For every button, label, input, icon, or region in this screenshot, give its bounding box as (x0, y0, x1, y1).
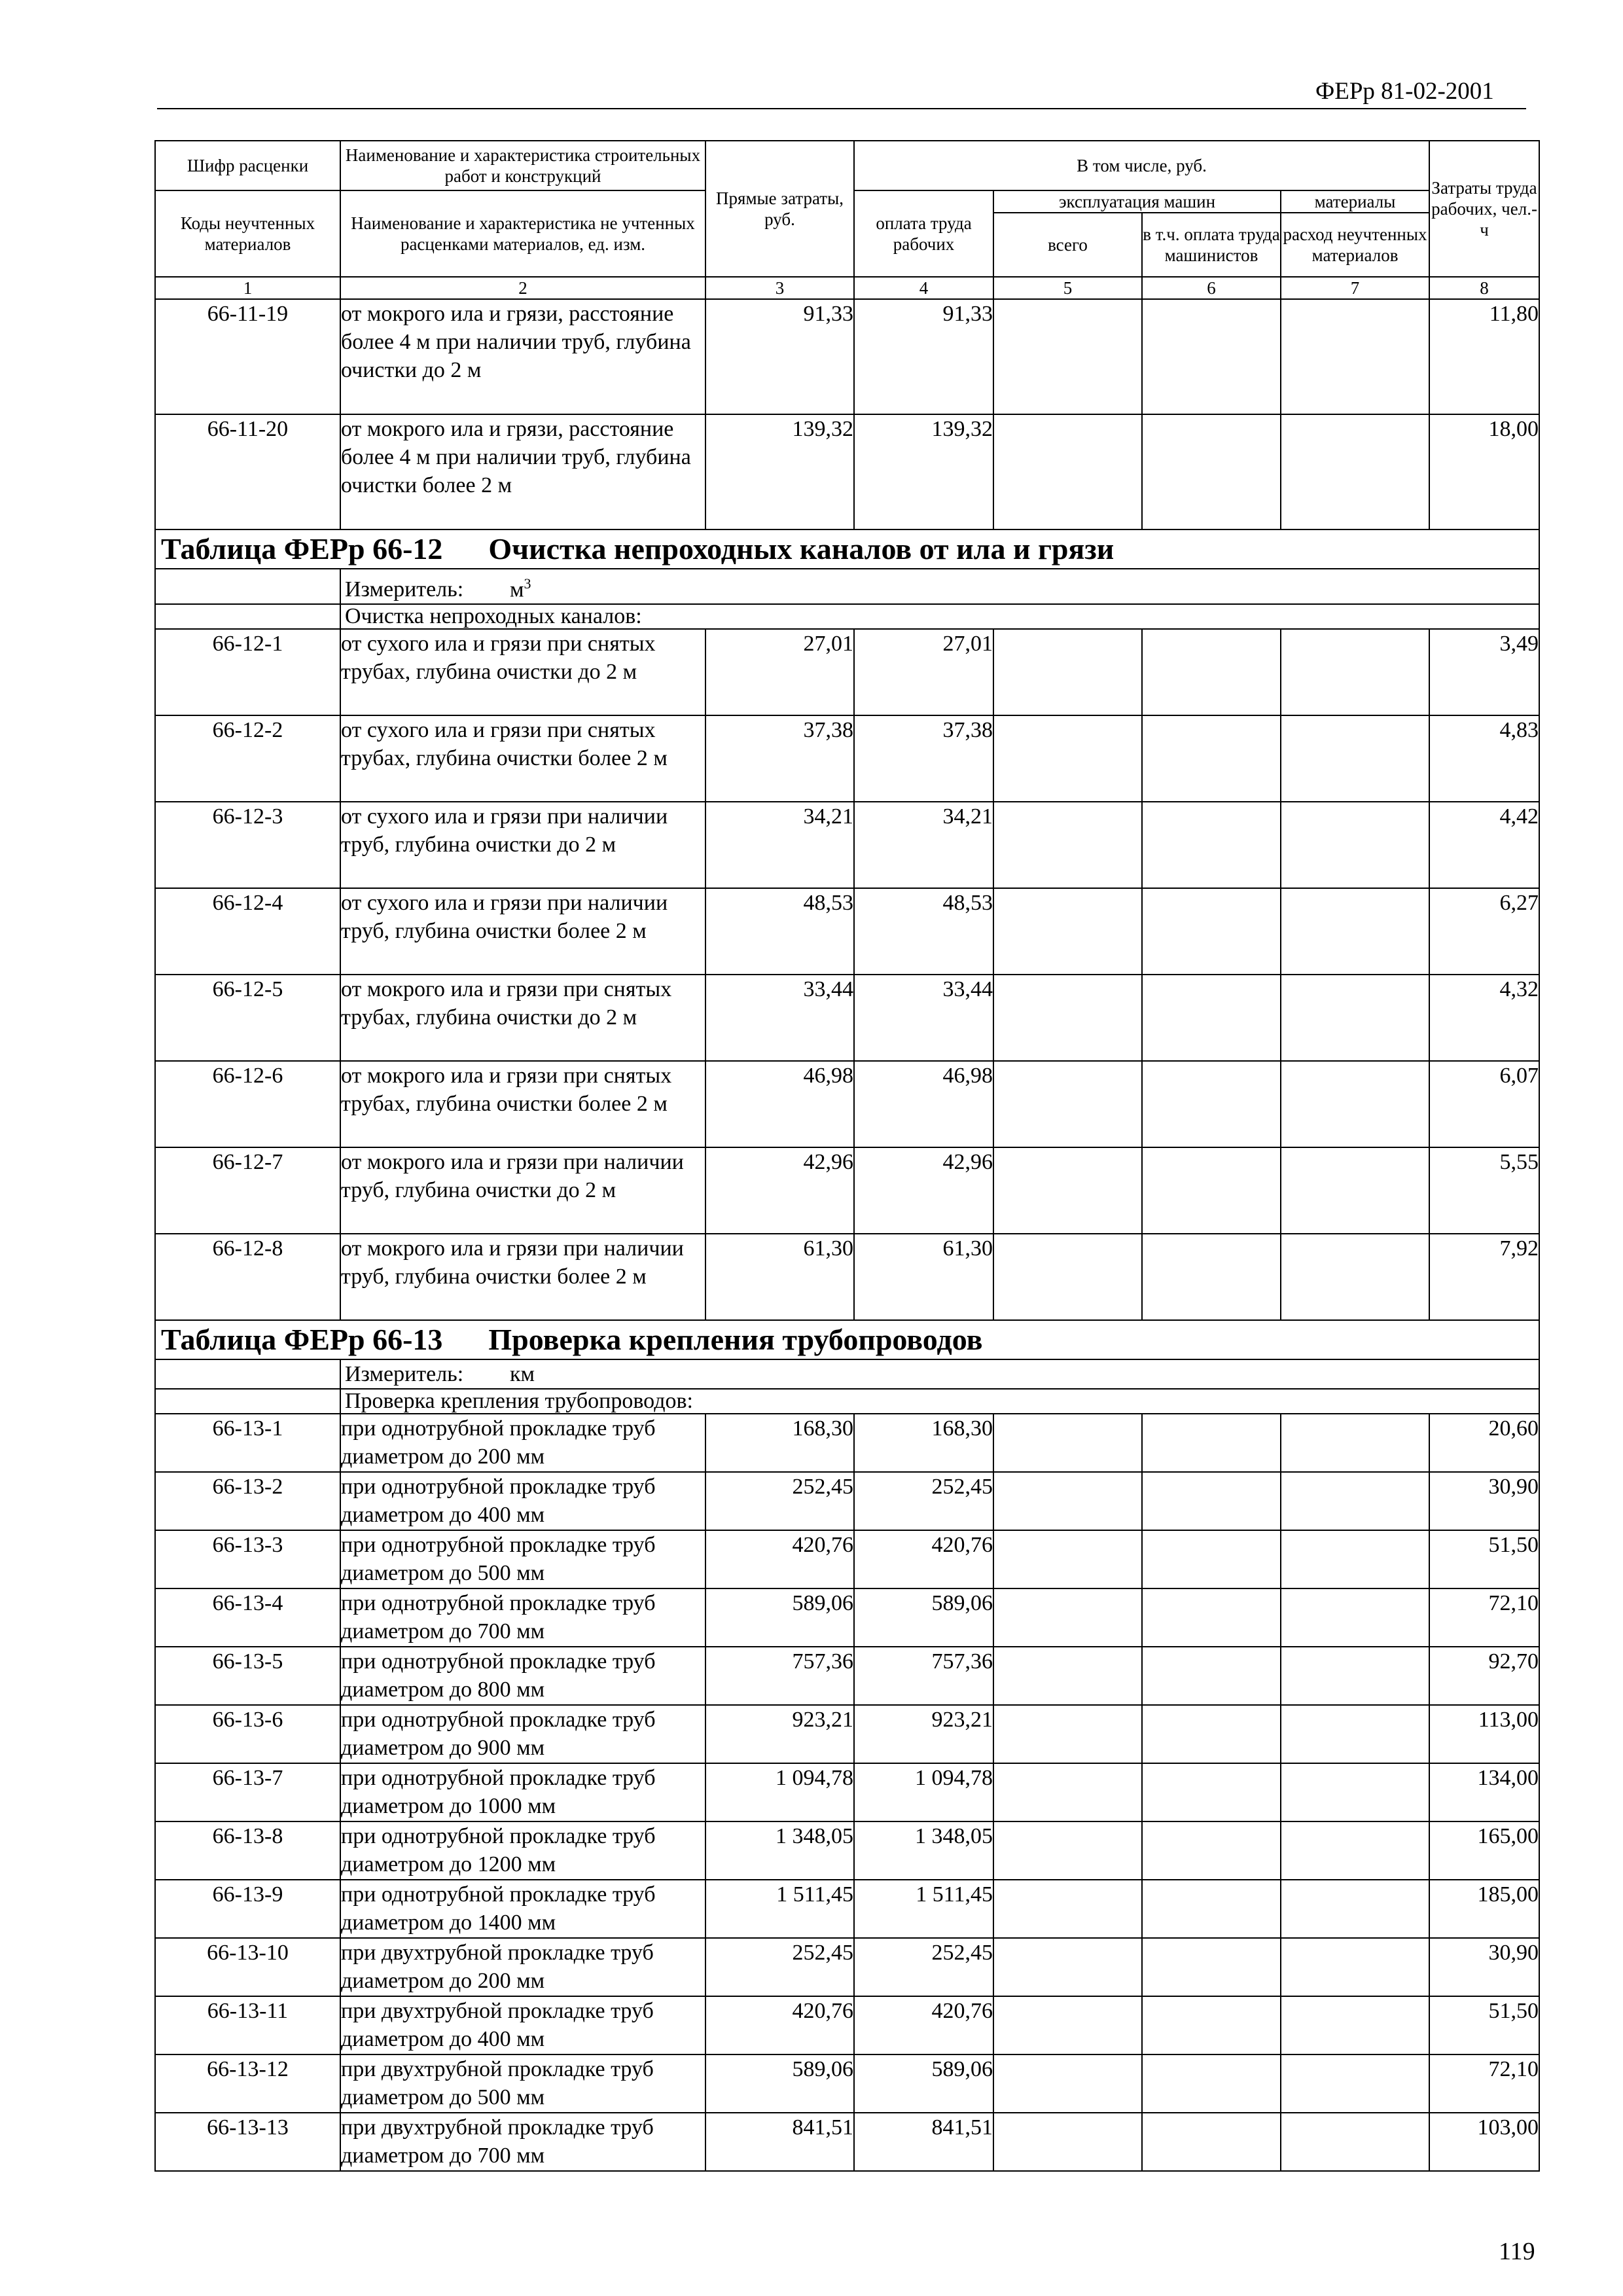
labor-hours-value: 7,92 (1429, 1234, 1539, 1320)
rate-row (155, 1472, 1539, 1530)
rate-code: 66-12-1 (155, 629, 340, 715)
machinist-pay-value (1142, 2054, 1281, 2113)
machine-total-value (993, 1234, 1142, 1320)
machinist-pay-value (1142, 715, 1281, 802)
labor-pay-value: 168,30 (854, 1414, 993, 1472)
table-number: Таблица ФЕРр 66-12 (161, 532, 443, 565)
materials-value (1281, 1588, 1429, 1647)
group-empty (155, 604, 340, 629)
labor-hours-value: 51,50 (1429, 1996, 1539, 2054)
labor-pay-value: 42,96 (854, 1147, 993, 1234)
machine-total-value (993, 888, 1142, 975)
machine-total-value (993, 715, 1142, 802)
materials-value (1281, 414, 1429, 529)
labor-pay-value: 61,30 (854, 1234, 993, 1320)
labor-hours-value: 6,07 (1429, 1061, 1539, 1147)
measure-cell (340, 1359, 1539, 1389)
col-number: 7 (1281, 277, 1429, 299)
rate-row (155, 1530, 1539, 1588)
materials-value (1281, 975, 1429, 1061)
materials-value (1281, 1821, 1429, 1880)
machine-total-value (993, 1588, 1142, 1647)
labor-pay-value: 46,98 (854, 1061, 993, 1147)
direct-costs-value: 27,01 (705, 629, 854, 715)
machinist-pay-value (1142, 1061, 1281, 1147)
group-title: Проверка крепления трубопроводов: (340, 1389, 1539, 1414)
rate-row (155, 1938, 1539, 1996)
labor-hours-value: 165,00 (1429, 1821, 1539, 1880)
machine-total-value (993, 1880, 1142, 1938)
measure-row (155, 569, 1539, 604)
labor-pay-value: 91,33 (854, 299, 993, 414)
machinist-pay-value (1142, 1530, 1281, 1588)
rate-code: 66-13-13 (155, 2113, 340, 2171)
measure-label: Измеритель: (345, 577, 464, 602)
header-direct-costs: Прямые затраты, руб. (705, 141, 854, 277)
materials-value (1281, 1938, 1429, 1996)
rate-code: 66-13-4 (155, 1588, 340, 1647)
labor-hours-value: 113,00 (1429, 1705, 1539, 1763)
rate-row (155, 802, 1539, 888)
labor-pay-value: 1 094,78 (854, 1763, 993, 1821)
group-title-row (155, 604, 1539, 629)
rate-description: от сухого ила и грязи при снятых трубах, глубина очистки до 2 м (340, 629, 705, 715)
direct-costs-value: 757,36 (705, 1647, 854, 1705)
direct-costs-value: 252,45 (705, 1472, 854, 1530)
machine-total-value (993, 2054, 1142, 2113)
rate-code: 66-13-12 (155, 2054, 340, 2113)
rate-row (155, 1147, 1539, 1234)
rate-row (155, 1821, 1539, 1880)
measure-unit: м (510, 577, 524, 602)
document-code: ФЕРр 81-02-2001 (1315, 78, 1494, 105)
labor-hours-value: 30,90 (1429, 1472, 1539, 1530)
direct-costs-value: 589,06 (705, 2054, 854, 2113)
labor-hours-value: 72,10 (1429, 2054, 1539, 2113)
labor-hours-value: 30,90 (1429, 1938, 1539, 1996)
labor-hours-value: 4,32 (1429, 975, 1539, 1061)
rate-description: от сухого ила и грязи при снятых трубах, глубина очистки более 2 м (340, 715, 705, 802)
direct-costs-value: 589,06 (705, 1588, 854, 1647)
machine-total-value (993, 629, 1142, 715)
group-empty (155, 1389, 340, 1414)
rate-row (155, 1588, 1539, 1647)
rate-row (155, 1234, 1539, 1320)
machinist-pay-value (1142, 1647, 1281, 1705)
measure-cell (340, 569, 1539, 604)
machinist-pay-value (1142, 299, 1281, 414)
col-number: 3 (705, 277, 854, 299)
materials-value (1281, 299, 1429, 414)
machinist-pay-value (1142, 2113, 1281, 2171)
labor-pay-value: 252,45 (854, 1472, 993, 1530)
labor-pay-value: 589,06 (854, 1588, 993, 1647)
rate-description: при двухтрубной прокладке труб диаметром до 700 мм (340, 2113, 705, 2171)
rate-description: от мокрого ила и грязи при снятых трубах, глубина очистки до 2 м (340, 975, 705, 1061)
rate-description: при двухтрубной прокладке труб диаметром до 400 мм (340, 1996, 705, 2054)
labor-pay-value: 1 348,05 (854, 1821, 993, 1880)
measure-empty (155, 1359, 340, 1389)
labor-pay-value: 33,44 (854, 975, 993, 1061)
machine-total-value (993, 299, 1142, 414)
machine-total-value (993, 1938, 1142, 1996)
labor-pay-value: 1 511,45 (854, 1880, 993, 1938)
machinist-pay-value (1142, 888, 1281, 975)
machinist-pay-value (1142, 1996, 1281, 2054)
table-name: Проверка крепления трубопроводов (488, 1323, 983, 1357)
rate-description: от сухого ила и грязи при наличии труб, глубина очистки до 2 м (340, 802, 705, 888)
table-title (155, 529, 1539, 569)
header-labor-pay: оплата труда рабочих (854, 190, 993, 277)
machinist-pay-value (1142, 1147, 1281, 1234)
labor-pay-value: 37,38 (854, 715, 993, 802)
machine-total-value (993, 1472, 1142, 1530)
machinist-pay-value (1142, 1938, 1281, 1996)
rate-description: при однотрубной прокладке труб диаметром до 400 мм (340, 1472, 705, 1530)
col-number: 1 (155, 277, 340, 299)
rate-code: 66-12-8 (155, 1234, 340, 1320)
rate-code: 66-12-2 (155, 715, 340, 802)
materials-value (1281, 802, 1429, 888)
table-title (155, 1320, 1539, 1359)
labor-hours-value: 3,49 (1429, 629, 1539, 715)
labor-hours-value: 11,80 (1429, 299, 1539, 414)
rate-row (155, 2054, 1539, 2113)
rate-code: 66-12-5 (155, 975, 340, 1061)
direct-costs-value: 42,96 (705, 1147, 854, 1234)
column-numbers-row (155, 277, 1539, 299)
rates-table (154, 140, 1540, 2172)
labor-hours-value: 6,27 (1429, 888, 1539, 975)
table-title-row (155, 529, 1539, 569)
machine-total-value (993, 1705, 1142, 1763)
header-unaccounted-codes: Коды неучтенных материалов (155, 190, 340, 277)
rate-code: 66-13-5 (155, 1647, 340, 1705)
direct-costs-value: 1 094,78 (705, 1763, 854, 1821)
materials-value (1281, 2054, 1429, 2113)
machinist-pay-value (1142, 414, 1281, 529)
direct-costs-value: 37,38 (705, 715, 854, 802)
labor-pay-value: 27,01 (854, 629, 993, 715)
col-number: 5 (993, 277, 1142, 299)
machine-total-value (993, 1147, 1142, 1234)
col-number: 2 (340, 277, 705, 299)
group-title-row (155, 1389, 1539, 1414)
machine-total-value (993, 1996, 1142, 2054)
labor-hours-value: 185,00 (1429, 1880, 1539, 1938)
labor-pay-value: 139,32 (854, 414, 993, 529)
col-number: 4 (854, 277, 993, 299)
materials-value (1281, 1472, 1429, 1530)
rate-description: при однотрубной прокладке труб диаметром до 1000 мм (340, 1763, 705, 1821)
machinist-pay-value (1142, 975, 1281, 1061)
header-material-name: Наименование и характеристика не учтенных расценками материалов, ед. изм. (340, 190, 705, 277)
measure-unit-power: 3 (524, 575, 531, 592)
rate-code: 66-12-6 (155, 1061, 340, 1147)
direct-costs-value: 420,76 (705, 1530, 854, 1588)
header-machine-op: эксплуатация машин (993, 190, 1281, 213)
labor-pay-value: 841,51 (854, 2113, 993, 2171)
direct-costs-value: 48,53 (705, 888, 854, 975)
machine-total-value (993, 1821, 1142, 1880)
materials-value (1281, 888, 1429, 975)
measure-unit: км (510, 1362, 535, 1387)
labor-hours-value: 103,00 (1429, 2113, 1539, 2171)
materials-value (1281, 1414, 1429, 1472)
direct-costs-value: 252,45 (705, 1938, 854, 1996)
col-number: 6 (1142, 277, 1281, 299)
rate-row (155, 1705, 1539, 1763)
labor-hours-value: 18,00 (1429, 414, 1539, 529)
direct-costs-value: 91,33 (705, 299, 854, 414)
rate-code: 66-13-2 (155, 1472, 340, 1530)
machine-total-value (993, 414, 1142, 529)
rate-row (155, 975, 1539, 1061)
machinist-pay-value (1142, 1821, 1281, 1880)
header-cipher: Шифр расценки (155, 141, 340, 190)
labor-hours-value: 72,10 (1429, 1588, 1539, 1647)
rate-description: от сухого ила и грязи при наличии труб, глубина очистки более 2 м (340, 888, 705, 975)
rate-description: от мокрого ила и грязи при снятых трубах, глубина очистки более 2 м (340, 1061, 705, 1147)
rate-code: 66-12-3 (155, 802, 340, 888)
machine-total-value (993, 2113, 1142, 2171)
machinist-pay-value (1142, 1705, 1281, 1763)
rate-description: от мокрого ила и грязи, расстояние более 4 м при наличии труб, глубина очистки до 2 м (340, 299, 705, 414)
rate-row (155, 888, 1539, 975)
rate-description: от мокрого ила и грязи при наличии труб, глубина очистки более 2 м (340, 1234, 705, 1320)
header-labor-costs: Затраты труда рабочих, чел.-ч (1429, 141, 1539, 277)
header-work-name: Наименование и характеристика строительных работ и конструкций (340, 141, 705, 190)
labor-pay-value: 923,21 (854, 1705, 993, 1763)
labor-pay-value: 34,21 (854, 802, 993, 888)
machine-total-value (993, 1414, 1142, 1472)
direct-costs-value: 923,21 (705, 1705, 854, 1763)
machine-total-value (993, 1530, 1142, 1588)
machinist-pay-value (1142, 1234, 1281, 1320)
rate-row (155, 1996, 1539, 2054)
machine-total-value (993, 1647, 1142, 1705)
table-number: Таблица ФЕРр 66-13 (161, 1323, 443, 1357)
rate-code: 66-13-7 (155, 1763, 340, 1821)
labor-hours-value: 92,70 (1429, 1647, 1539, 1705)
machinist-pay-value (1142, 1414, 1281, 1472)
group-title: Очистка непроходных каналов: (340, 604, 1539, 629)
table-title-row (155, 1320, 1539, 1359)
materials-value (1281, 2113, 1429, 2171)
direct-costs-value: 420,76 (705, 1996, 854, 2054)
labor-pay-value: 420,76 (854, 1996, 993, 2054)
rate-description: при однотрубной прокладке труб диаметром до 1400 мм (340, 1880, 705, 1938)
rate-row (155, 1763, 1539, 1821)
rate-row (155, 629, 1539, 715)
materials-value (1281, 1147, 1429, 1234)
rate-code: 66-13-3 (155, 1530, 340, 1588)
labor-pay-value: 589,06 (854, 2054, 993, 2113)
machine-total-value (993, 1061, 1142, 1147)
rate-code: 66-11-19 (155, 299, 340, 414)
header-total: всего (993, 213, 1142, 277)
direct-costs-value: 1 348,05 (705, 1821, 854, 1880)
rate-row (155, 299, 1539, 414)
table-name: Очистка непроходных каналов от ила и грязи (488, 532, 1115, 565)
labor-hours-value: 20,60 (1429, 1414, 1539, 1472)
direct-costs-value: 34,21 (705, 802, 854, 888)
page-number: 119 (1499, 2238, 1535, 2265)
header-unaccounted-consumption: расход неучтенных материалов (1281, 213, 1429, 277)
rate-row (155, 1414, 1539, 1472)
rate-code: 66-12-7 (155, 1147, 340, 1234)
machine-total-value (993, 802, 1142, 888)
rate-description: при однотрубной прокладке труб диаметром до 500 мм (340, 1530, 705, 1588)
rate-row (155, 414, 1539, 529)
labor-pay-value: 757,36 (854, 1647, 993, 1705)
materials-value (1281, 1061, 1429, 1147)
rate-row (155, 1061, 1539, 1147)
rate-description: от мокрого ила и грязи, расстояние более 4 м при наличии труб, глубина очистки более 2 м (340, 414, 705, 529)
header-materials: материалы (1281, 190, 1429, 213)
labor-hours-value: 4,42 (1429, 802, 1539, 888)
rate-description: при однотрубной прокладке труб диаметром до 1200 мм (340, 1821, 705, 1880)
rate-row (155, 1880, 1539, 1938)
header-rule (157, 108, 1526, 109)
rate-description: при двухтрубной прокладке труб диаметром до 200 мм (340, 1938, 705, 1996)
rate-description: при двухтрубной прокладке труб диаметром до 500 мм (340, 2054, 705, 2113)
materials-value (1281, 1647, 1429, 1705)
rate-description: при однотрубной прокладке труб диаметром до 900 мм (340, 1705, 705, 1763)
header-machinist-pay: в т.ч. оплата труда машинистов (1142, 213, 1281, 277)
labor-hours-value: 51,50 (1429, 1530, 1539, 1588)
rate-description: при однотрубной прокладке труб диаметром до 700 мм (340, 1588, 705, 1647)
rate-row (155, 715, 1539, 802)
header-including: В том числе, руб. (854, 141, 1429, 190)
rate-row (155, 1647, 1539, 1705)
measure-label: Измеритель: (345, 1362, 464, 1387)
direct-costs-value: 841,51 (705, 2113, 854, 2171)
rate-code: 66-13-11 (155, 1996, 340, 2054)
direct-costs-value: 33,44 (705, 975, 854, 1061)
measure-row (155, 1359, 1539, 1389)
machinist-pay-value (1142, 1763, 1281, 1821)
rate-code: 66-13-8 (155, 1821, 340, 1880)
rate-code: 66-12-4 (155, 888, 340, 975)
labor-hours-value: 4,83 (1429, 715, 1539, 802)
labor-pay-value: 252,45 (854, 1938, 993, 1996)
rate-code: 66-11-20 (155, 414, 340, 529)
materials-value (1281, 1530, 1429, 1588)
materials-value (1281, 629, 1429, 715)
rate-code: 66-13-1 (155, 1414, 340, 1472)
direct-costs-value: 46,98 (705, 1061, 854, 1147)
rate-description: от мокрого ила и грязи при наличии труб, глубина очистки до 2 м (340, 1147, 705, 1234)
direct-costs-value: 168,30 (705, 1414, 854, 1472)
direct-costs-value: 61,30 (705, 1234, 854, 1320)
materials-value (1281, 715, 1429, 802)
rate-row (155, 2113, 1539, 2171)
rate-description: при однотрубной прокладке труб диаметром до 800 мм (340, 1647, 705, 1705)
measure-empty (155, 569, 340, 604)
labor-pay-value: 420,76 (854, 1530, 993, 1588)
direct-costs-value: 1 511,45 (705, 1880, 854, 1938)
machinist-pay-value (1142, 1880, 1281, 1938)
labor-hours-value: 5,55 (1429, 1147, 1539, 1234)
machine-total-value (993, 1763, 1142, 1821)
machinist-pay-value (1142, 1472, 1281, 1530)
machinist-pay-value (1142, 802, 1281, 888)
machine-total-value (993, 975, 1142, 1061)
col-number: 8 (1429, 277, 1539, 299)
rate-code: 66-13-10 (155, 1938, 340, 1996)
direct-costs-value: 139,32 (705, 414, 854, 529)
machinist-pay-value (1142, 1588, 1281, 1647)
labor-hours-value: 134,00 (1429, 1763, 1539, 1821)
materials-value (1281, 1705, 1429, 1763)
materials-value (1281, 1880, 1429, 1938)
machinist-pay-value (1142, 629, 1281, 715)
rate-code: 66-13-9 (155, 1880, 340, 1938)
rate-description: при однотрубной прокладке труб диаметром до 200 мм (340, 1414, 705, 1472)
materials-value (1281, 1996, 1429, 2054)
materials-value (1281, 1234, 1429, 1320)
rate-code: 66-13-6 (155, 1705, 340, 1763)
labor-pay-value: 48,53 (854, 888, 993, 975)
materials-value (1281, 1763, 1429, 1821)
